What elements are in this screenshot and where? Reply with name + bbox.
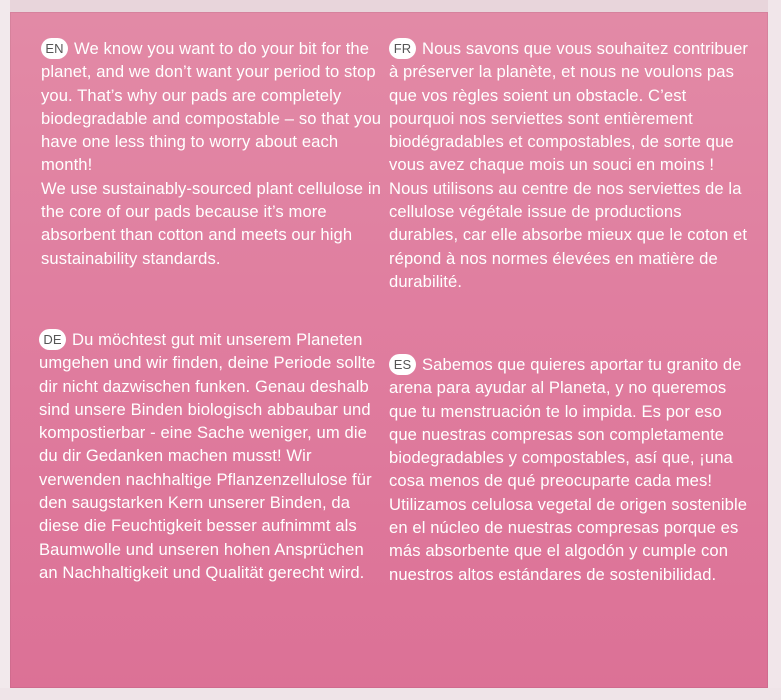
section-english: [41, 37, 386, 270]
box-edge-right: [768, 0, 781, 700]
box-edge-bottom: [0, 688, 781, 700]
section-french: [389, 37, 749, 293]
french-text-1: Nous savons que vous souhaitez contribuer à préserver la planète, et nous ne voulons pas que vos règles soient un obstacle. C’est pourquoi nos serviettes sont entièrement biodégradables et compostables, de sorte que vous avez chaque mois un souci en moins !: [389, 39, 749, 175]
english-text-1: We know you want to do your bit for the planet, and we don’t want your period to stop you. That’s why our pads are completely biodegradable and compostable – so that you have one less thing to worry about each month!: [41, 39, 382, 175]
spanish-text-2: Utilizamos celulosa vegetal de origen sostenible en el núcleo de nuestras compresas porque es más absorbente que el algodón y cumple con nuestros altos estándares de sostenibilidad.: [389, 494, 748, 584]
section-spanish: [389, 353, 749, 586]
spanish-paragraph-1: [389, 353, 749, 493]
german-text-1: Du möchtest gut mit unserem Planeten umgehen und wir finden, deine Periode sollte dir nicht dazwischen funken. Genau deshalb sind unsere Binden biologisch abbaubar und kompostierbar - eine Sache weniger, um die du dir Gedanken machen musst! Wir verwenden nachhaltige Pflanzenzellulose für den saugstarken Kern unserer Binden, da diese die Feuchtigkeit besser aufnimmt als Baumwolle und unseren hohen Ansprüchen an Nachhaltigkeit und Qualität gerecht wird.: [39, 330, 376, 582]
language-badge-fr: FR: [389, 38, 416, 59]
french-text-2: Nous utilisons au centre de nos serviettes de la cellulose végétale issue de productions durables, car elle absorbe mieux que le coton et répond à nos normes élevées en matière de durabilité.: [389, 178, 748, 291]
language-badge-es: ES: [389, 354, 416, 375]
spanish-text-1: Sabemos que quieres aportar tu granito de arena para ayudar al Planeta, y no queremos que tu menstruación te lo impida. Es por eso que nuestras compresas son completamente biodegradables y compostables, así que, ¡una cosa menos de qué preocuparte cada mes!: [389, 355, 742, 491]
language-badge-en: EN: [41, 38, 68, 59]
german-paragraph-1: [39, 328, 384, 584]
english-paragraph-1: [41, 37, 386, 177]
french-paragraph-1: [389, 37, 749, 177]
section-german: [39, 328, 384, 584]
box-edge-left: [0, 0, 10, 700]
language-badge-de: DE: [39, 329, 66, 350]
english-text-2: We use sustainably-sourced plant cellulose in the core of our pads because it’s more absorbent than cotton and meets our high sustainability standards.: [41, 178, 381, 268]
